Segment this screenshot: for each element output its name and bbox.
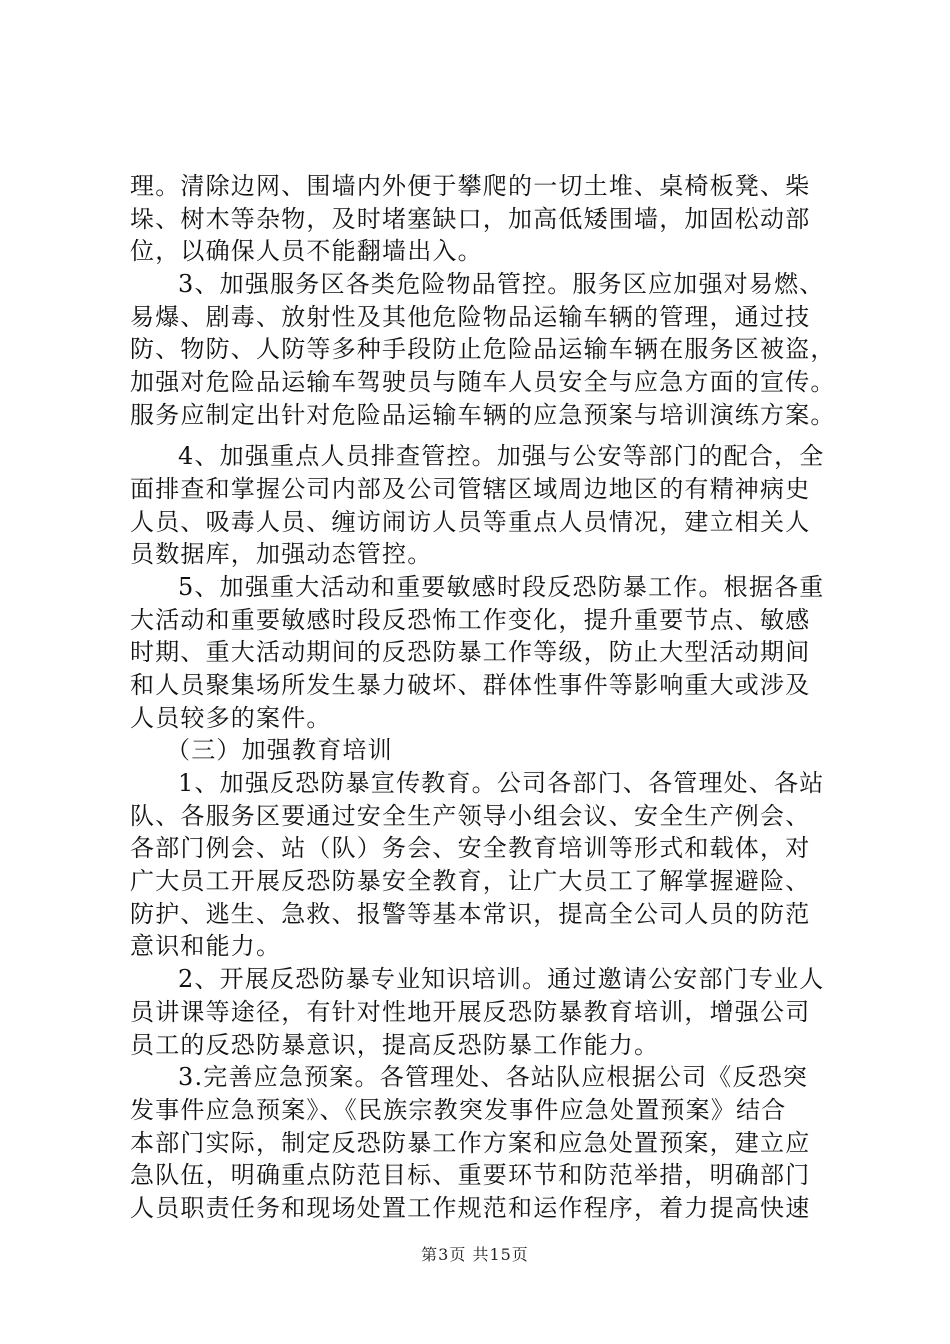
text-line: 人员职责任务和现场处置工作规范和运作程序，着力提高快速: [130, 1194, 811, 1222]
text-line: 理。清除边网、围墙内外便于攀爬的一切土堆、桌椅板凳、柴: [130, 172, 811, 200]
text-line: 本部门实际，制定反恐防暴工作方案和应急处置预案，建立应: [130, 1129, 811, 1157]
text-line: 1、加强反恐防暴宣传教育。公司各部门、各管理处、各站: [178, 769, 825, 797]
text-line: 急队伍，明确重点防范目标、重要环节和防范举措，明确部门: [130, 1161, 811, 1189]
text-line: 防、物防、人防等多种手段防止危险品运输车辆在服务区被盗，: [130, 335, 836, 363]
page-number-footer: 第3页 共15页: [421, 1245, 529, 1264]
text-line: 5、加强重大活动和重要敏感时段反恐防暴工作。根据各重: [178, 573, 825, 601]
text-line: 人员、吸毒人员、缠访闹访人员等重点人员情况，建立相关人: [130, 508, 811, 536]
text-line: 员工的反恐防暴意识，提高反恐防暴工作能力。: [130, 1031, 660, 1059]
text-line: 队、各服务区要通过安全生产领导小组会议、安全生产例会、: [130, 802, 811, 830]
text-line: 广大员工开展反恐防暴安全教育，让广大员工了解掌握避险、: [130, 867, 811, 895]
text-line: 意识和能力。: [130, 932, 282, 960]
text-line: 人员较多的案件。: [130, 704, 332, 732]
text-line: 3.完善应急预案。各管理处、各站队应根据公司《反恐突: [178, 1063, 809, 1091]
text-line: 防护、逃生、急救、报警等基本常识，提高全公司人员的防范: [130, 900, 811, 928]
text-line: 加强对危险品运输车驾驶员与随车人员安全与应急方面的宣传。: [130, 368, 836, 396]
text-line: 大活动和重要敏感时段反恐怖工作变化，提升重要节点、敏感: [130, 606, 811, 634]
text-line: 位，以确保人员不能翻墙出入。: [130, 237, 483, 265]
text-line: 时期、重大活动期间的反恐防暴工作等级，防止大型活动期间: [130, 638, 811, 666]
text-line: 各部门例会、站（队）务会、安全教育培训等形式和载体，对: [130, 834, 811, 862]
text-line: 2、开展反恐防暴专业知识培训。通过邀请公安部门专业人: [178, 965, 825, 993]
text-line: 和人员聚集场所发生暴力破坏、群体性事件等影响重大或涉及: [130, 671, 811, 699]
text-line: 服务应制定出针对危险品运输车辆的应急预案与培训演练方案。: [130, 401, 836, 429]
text-line: 发事件应急预案》、《民族宗教突发事件应急处置预案》结合: [130, 1096, 787, 1124]
text-line: 面排查和掌握公司内部及公司管辖区域周边地区的有精神病史: [130, 475, 811, 503]
text-line: 员讲课等途径，有针对性地开展反恐防暴教育培训，增强公司: [130, 998, 811, 1026]
section-heading: （三）加强教育培训: [166, 736, 393, 764]
text-line: 垛、树木等杂物，及时堵塞缺口，加高低矮围墙，加固松动部: [130, 205, 811, 233]
text-line: 3、加强服务区各类危险物品管控。服务区应加强对易燃、: [178, 270, 825, 298]
text-line: 员数据库，加强动态管控。: [130, 540, 433, 568]
text-line: 易爆、剧毒、放射性及其他危险物品运输车辆的管理，通过技: [130, 303, 811, 331]
text-line: 4、加强重点人员排查管控。加强与公安等部门的配合，全: [178, 442, 825, 470]
